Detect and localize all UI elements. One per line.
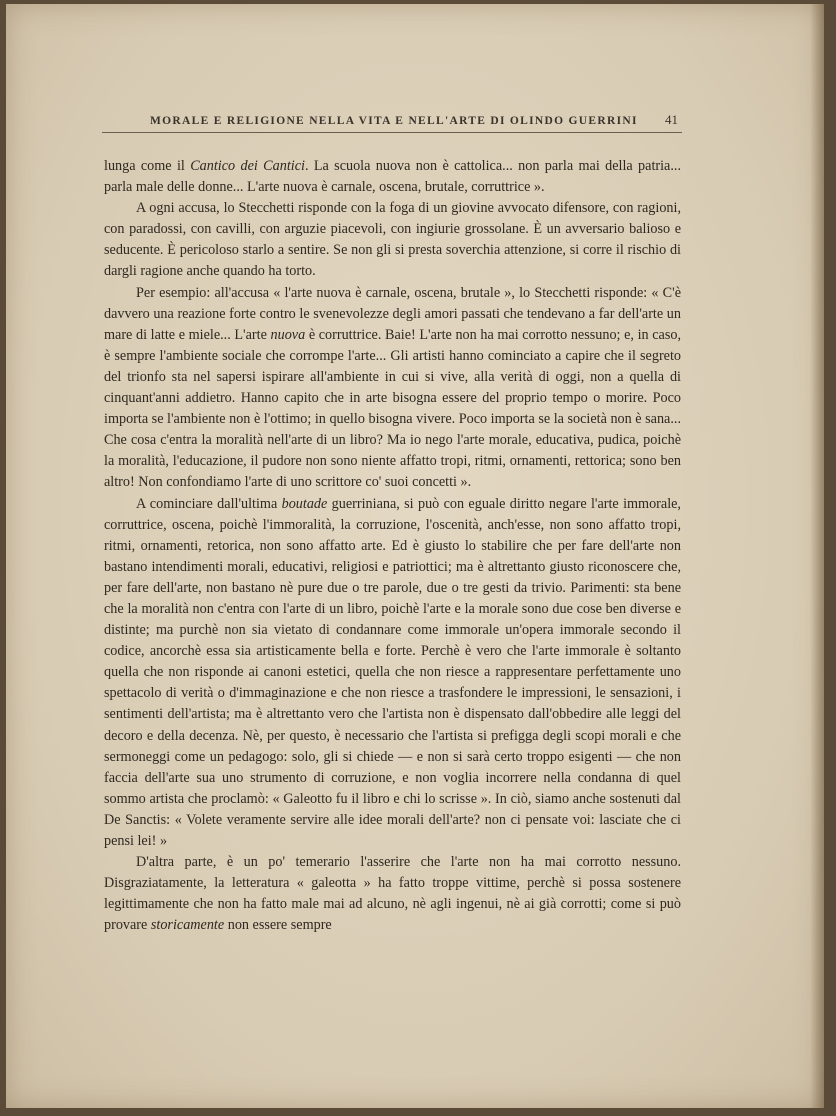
italic-text: boutade: [281, 495, 328, 512]
text-segment: A cominciare dall'ultima: [136, 495, 282, 512]
body-text: [104, 156, 681, 936]
text-segment: guerriniana, si può con eguale diritto negare l'arte immorale, corruttrice, oscena, poichè l'immoralità, la corruzione, l'oscenità, anch'esse, non sono affatto tropi, ritmi, ornamenti, retorica, non sono affatto arte. Ed è giusto lo stabilire che per fare dell'arte non bastano intendimenti morali, educativi, religiosi e patriottici; ma è altrettanto giusto riconoscere che, per fare dell'arte, non bastano nè pure due o tre parole, due o tre gesti da trivio. Parimenti: sta bene che la moralità non c'entra con l'arte di un libro, poichè l'arte e la morale sono due cose ben diverse e distinte; ma purchè non sia vietato di condannare come immorale un'opera immorale secondo il codice, ancorchè essa sia artisticamente bella e forte. Perchè è vero che l'arte immorale è soltanto quella che non risponde ai canoni estetici, quella che non riesce a rappresentare perfettamente uno spettacolo di verità o d'immaginazione e che non riesce a trasfondere le impressioni, le sensazioni, i sentimenti dell'artista; ma è altrettanto vero che l'artista non è dispensato dall'obbedire alle leggi del decoro e della decenza. Nè, per questo, è necessario che l'artista si prefigga degli scopi morali e che sermoneggi come un pedagogo: solo, gli si chiede — e non si sarà certo troppo esigenti — che non faccia dell'arte sua uno strumento di corruzione, e non voglia incorrere nella condanna di quel sommo artista che proclamò: « Galeotto fu il libro e chi lo scrisse ». In ciò, siamo anche sostenuti dal De Sanctis: « Volete veramente servire alle idee morali dell'arte? non ci pensate voi: lasciate che ci pensi lei! »: [104, 495, 681, 849]
text-segment: lunga come il: [104, 158, 191, 174]
italic-text: Cantico dei Cantici: [190, 158, 305, 174]
paragraph: [104, 156, 681, 198]
text-segment: Per esempio: all'accusa « l'arte nuova è carnale, oscena, brutale », lo Stecchetti risponde: « C'è davvero una reazione forte contro le svenevolezze degli amori passati che tendevano a far dell'arte un mare di latte e miele... L'arte: [104, 284, 681, 343]
book-page: [6, 4, 824, 1108]
running-header: [102, 112, 682, 133]
page-number: 41: [665, 112, 678, 127]
text-segment: D'altra parte, è un po' temerario l'asserire che l'arte non ha mai corrotto nessuno. Disgraziatamente, la letteratura « galeotta » ha fatto troppe vittime, perchè si possa sostenere legittimamente che non ha fatto male mai ad alcuno, nè agli ingenui, nè ai già corrotti; come si può provare: [104, 854, 681, 934]
italic-text: nuova: [270, 326, 306, 343]
text-segment: è corruttrice. Baie! L'arte non ha mai corrotto nessuno; e, in caso, è sempre l'ambiente sociale che corrompe l'arte... Gli artisti hanno cominciato a capire che il segreto del trionfo sta nel sapersi ispirare all'ambiente in cui si vive, alla verità di oggi, non a quella di cinquant'anni addietro. Hanno capito che in arte bisogna essere del proprio tempo o morire. Poco importa se l'ambiente non è l'ottimo; in quello bisogna vivere. Poco importa se la società non è sana... Che cosa c'entra la moralità nell'arte di un libro? Ma io nego l'arte morale, educativa, pudica, poichè la moralità, l'educazione, il pudore non sono niente affatto tropi, ritmi, ornamenti, rettorica; sono ben altro! Non confondiamo l'arte di uno scrittore co' suoi concetti ».: [104, 326, 682, 491]
text-segment: non essere sempre: [224, 917, 332, 934]
text-segment: . La scuola nuova non è cattolica... non parla mai della patria... parla male delle donne... L'arte nuova è carnale, oscena, brutale, corruttrice ».: [104, 158, 681, 196]
running-title: MORALE E RELIGIONE NELLA VITA E NELL'ARTE DI OLINDO GUERRINI: [150, 115, 638, 127]
paragraph: [104, 198, 681, 282]
paragraph: [104, 283, 681, 494]
italic-text: storicamente: [150, 917, 225, 934]
text-segment: A ogni accusa, lo Stecchetti risponde con la foga di un giovine avvocato difensore, con ragioni, con paradossi, con cavilli, con arguzie piacevoli, con ingiurie grossolane. È un avversario balioso e seducente. È pericoloso starlo a sentire. Se non gli si presta soverchia attenzione, si corre il rischio di dargli ragione anche quando ha torto.: [104, 200, 681, 280]
page-spine-shadow: [810, 4, 824, 1108]
paragraph: [104, 852, 681, 936]
paragraph: [104, 494, 681, 853]
